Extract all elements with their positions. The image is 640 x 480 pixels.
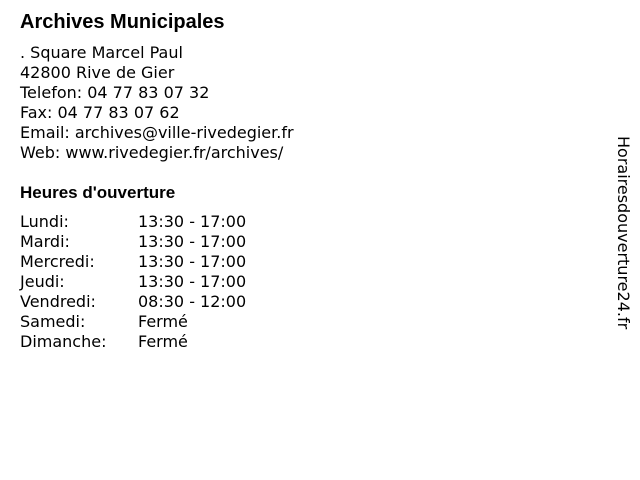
- day-label: Jeudi:: [20, 272, 65, 291]
- hours-heading: Heures d'ouverture: [20, 183, 176, 202]
- hours-value: 13:30 - 17:00: [138, 212, 247, 231]
- hours-value: 08:30 - 12:00: [138, 292, 247, 311]
- hours-value: 13:30 - 17:00: [138, 232, 247, 251]
- web-prefix: Web:: [20, 143, 66, 162]
- phone-line: Telefon: 04 77 83 07 32: [20, 83, 210, 102]
- hours-value: Fermé: [138, 332, 188, 351]
- contact-block: [20, 43, 580, 163]
- email-line: [20, 123, 580, 143]
- hours-value: 13:30 - 17:00: [138, 272, 247, 291]
- hours-value: Fermé: [138, 312, 188, 331]
- email-link[interactable]: archives@ville-rivedegier.fr: [74, 123, 294, 142]
- site-watermark: Horairesdouverture24.fr: [614, 136, 633, 330]
- place-card: [20, 10, 580, 352]
- hours-value: 13:30 - 17:00: [138, 252, 247, 271]
- hours-row-wednesday: [20, 252, 580, 272]
- hours-row-friday: [20, 292, 580, 312]
- day-label: Dimanche:: [20, 332, 107, 351]
- day-label: Mardi:: [20, 232, 70, 251]
- email-prefix: Email:: [20, 123, 75, 142]
- day-label: Lundi:: [20, 212, 69, 231]
- day-label: Mercredi:: [20, 252, 95, 271]
- day-label: Samedi:: [20, 312, 86, 331]
- web-link[interactable]: www.rivedegier.fr/archives/: [65, 143, 284, 162]
- place-title: Archives Municipales: [20, 11, 225, 33]
- hours-row-saturday: [20, 312, 580, 332]
- address-street: . Square Marcel Paul: [20, 43, 183, 62]
- hours-row-sunday: [20, 332, 580, 352]
- hours-table: [20, 212, 580, 352]
- hours-row-monday: [20, 212, 580, 232]
- hours-row-tuesday: [20, 232, 580, 252]
- day-label: Vendredi:: [20, 292, 96, 311]
- hours-row-thursday: [20, 272, 580, 292]
- address-city: 42800 Rive de Gier: [20, 63, 175, 82]
- web-line: [20, 143, 580, 163]
- fax-line: Fax: 04 77 83 07 62: [20, 103, 180, 122]
